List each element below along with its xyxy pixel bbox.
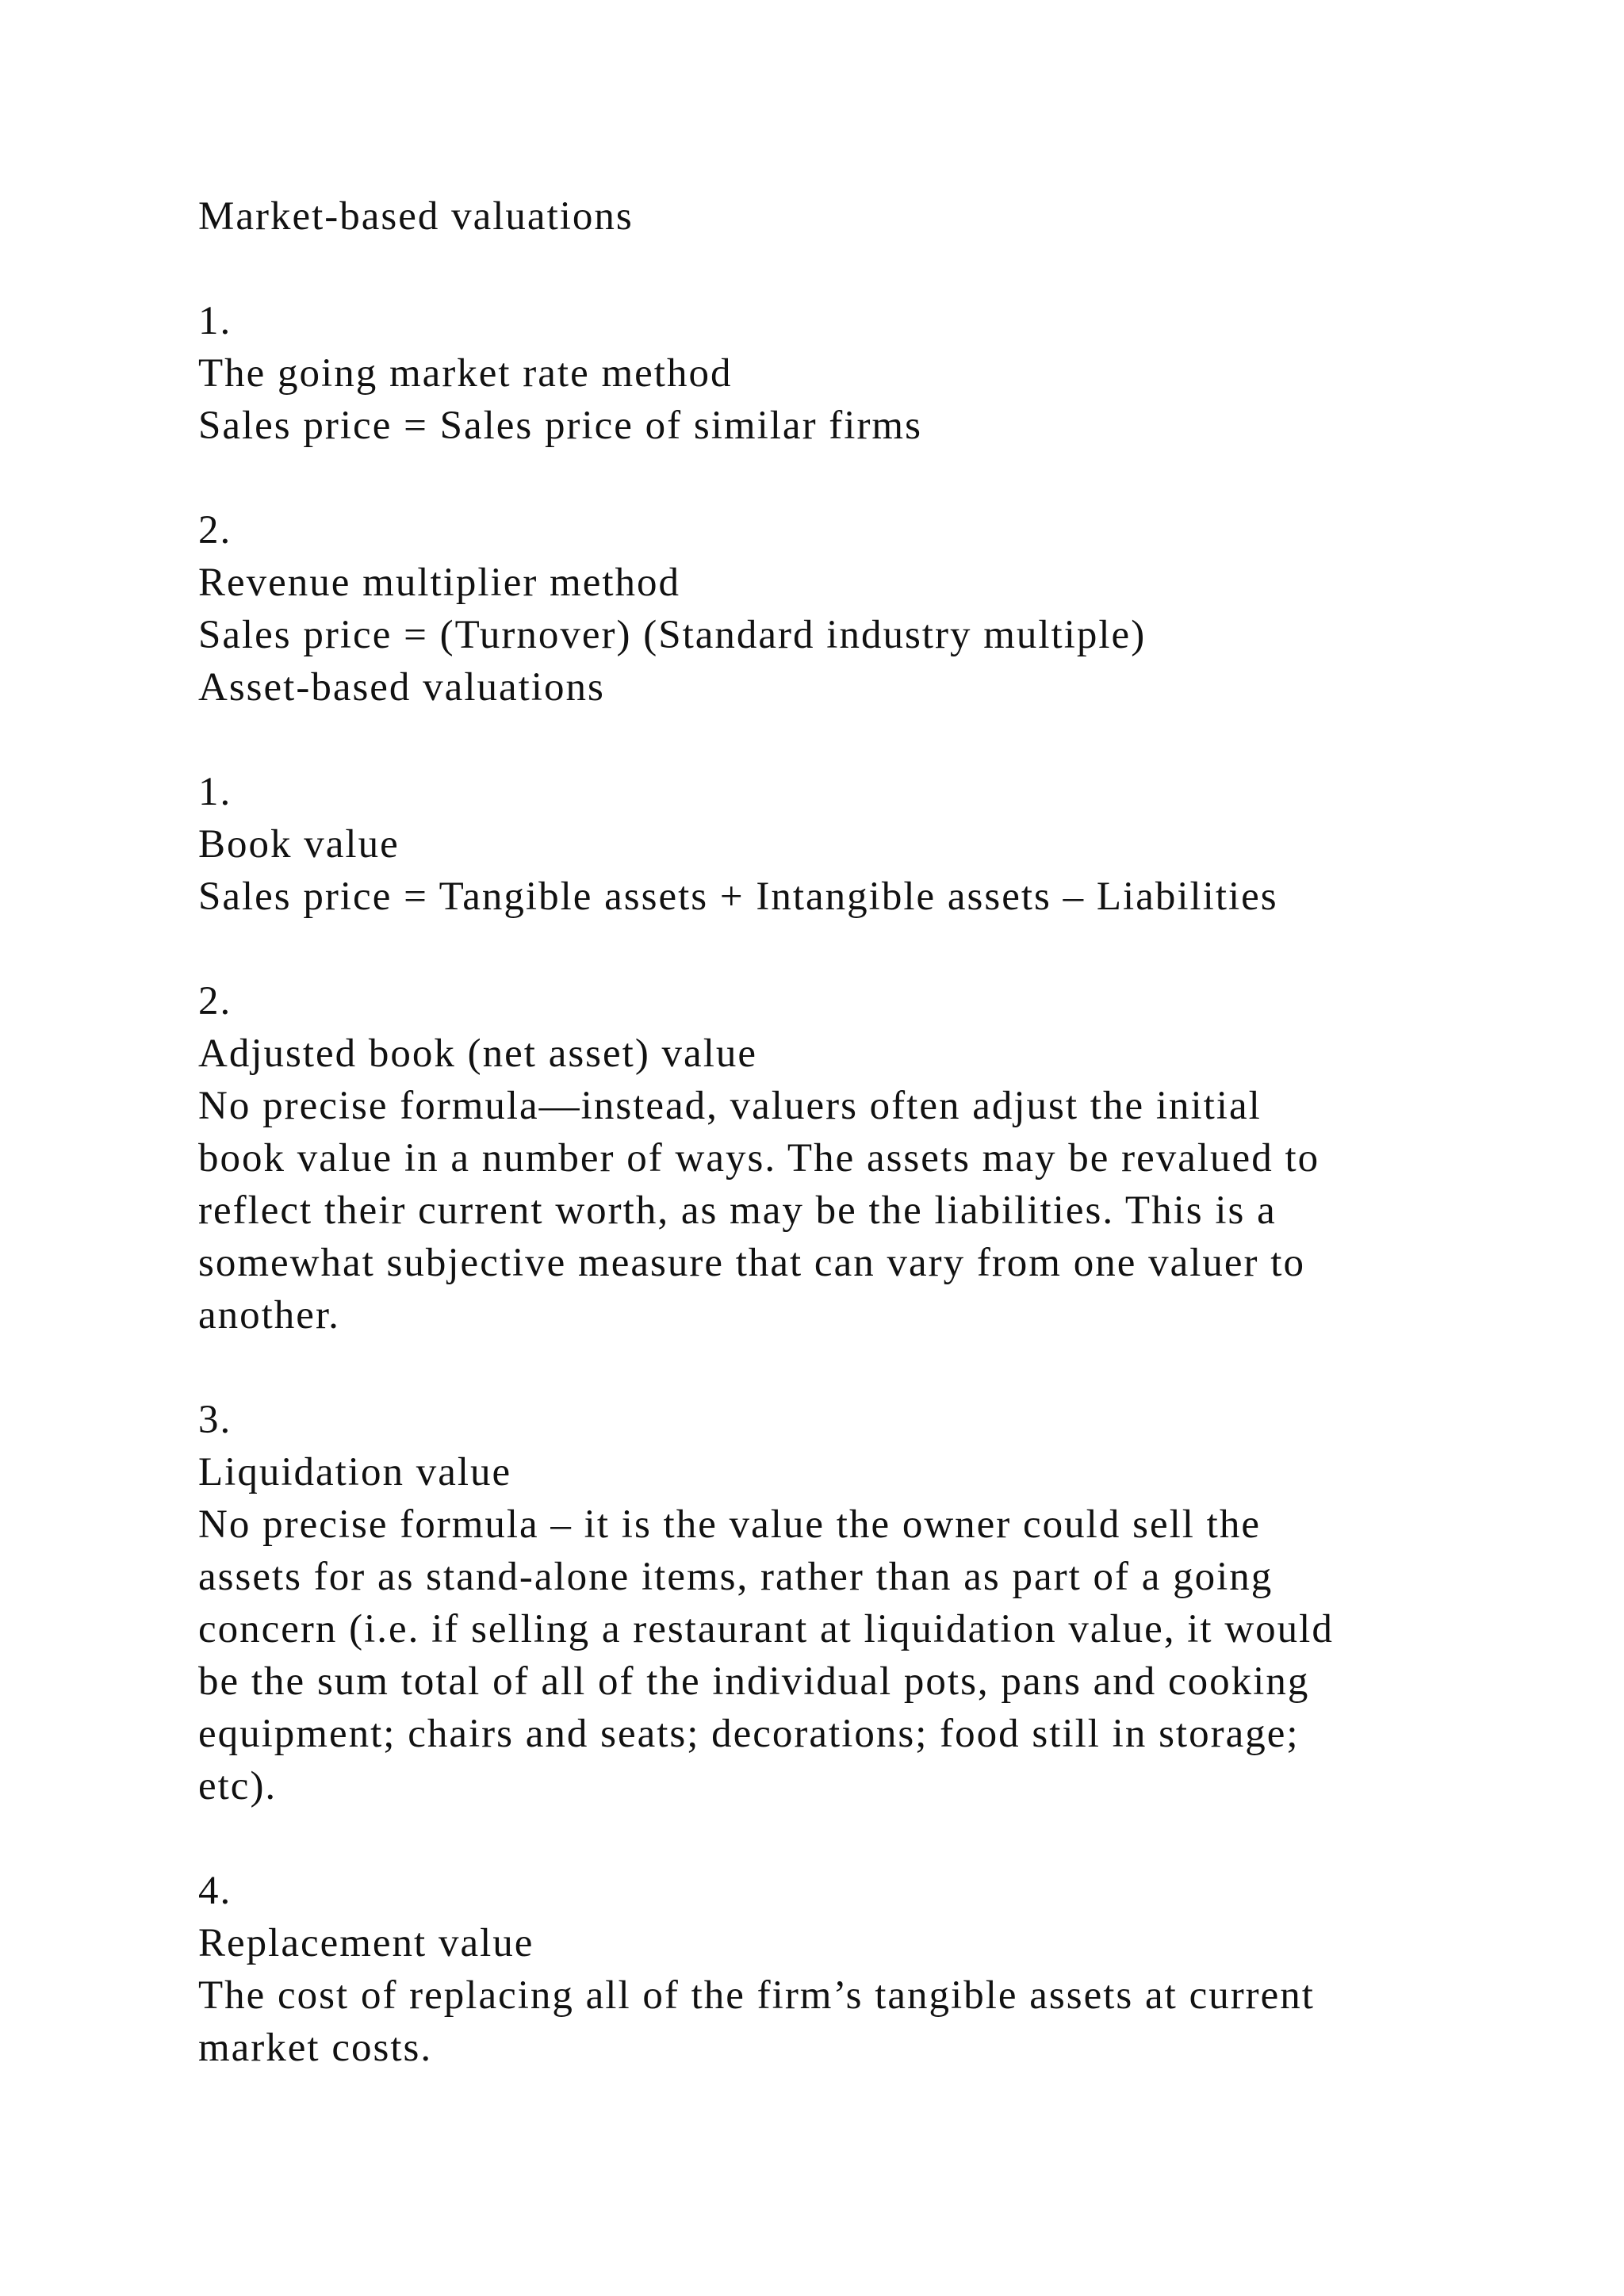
item-text-line: reflect their current worth, as may be the liabilities. This is a [198, 1188, 1277, 1233]
item-text-line: be the sum total of all of the individual pots, pans and cooking [198, 1659, 1310, 1704]
item-text-line: book value in a number of ways. The assets may be revalued to [198, 1136, 1320, 1181]
item-title: Adjusted book (net asset) value [198, 1031, 758, 1076]
item-number: 3. [198, 1398, 232, 1442]
spacer [198, 923, 1546, 975]
item-formula: Sales price = Sales price of similar firms [198, 404, 922, 448]
item-text-line: No precise formula—instead, valuers often adjust the initial [198, 1084, 1262, 1128]
spacer [198, 1341, 1546, 1394]
spacer [198, 1812, 1546, 1865]
item-title: Revenue multiplier method [198, 561, 681, 605]
item-title: The going market rate method [198, 351, 733, 396]
item-text-line: concern (i.e. if selling a restaurant at liquidation value, it would [198, 1607, 1334, 1651]
item-text-line: assets for as stand-alone items, rather than as part of a going [198, 1555, 1274, 1599]
item-title: Replacement value [198, 1921, 534, 1965]
item-text-line: etc). [198, 1764, 278, 1808]
item-title: Liquidation value [198, 1450, 512, 1494]
item-text-line: market costs. [198, 2026, 433, 2070]
item-number: 2. [198, 508, 232, 553]
spacer [198, 452, 1546, 504]
item-text-line: equipment; chairs and seats; decorations; food still in storage; [198, 1712, 1300, 1756]
item-number: 1. [198, 770, 232, 814]
item-number: 2. [198, 979, 232, 1024]
item-formula: Sales price = (Turnover) (Standard industry multiple) [198, 613, 1147, 657]
item-text-line: somewhat subjective measure that can vary from one valuer to [198, 1241, 1305, 1285]
item-text-line: another. [198, 1293, 340, 1337]
document-page [198, 190, 1546, 2074]
item-title: Book value [198, 822, 400, 867]
spacer [198, 243, 1546, 295]
item-text-line: The cost of replacing all of the firm’s tangible assets at current [198, 1973, 1315, 2018]
item-number: 1. [198, 299, 232, 343]
item-number: 4. [198, 1869, 232, 1913]
item-text-line: Sales price = Tangible assets + Intangible assets – Liabilities [198, 874, 1278, 919]
section-heading-market: Market-based valuations [198, 194, 634, 239]
spacer [198, 714, 1546, 766]
item-text-line: No precise formula – it is the value the owner could sell the [198, 1502, 1261, 1547]
section-heading-asset: Asset-based valuations [198, 665, 605, 710]
